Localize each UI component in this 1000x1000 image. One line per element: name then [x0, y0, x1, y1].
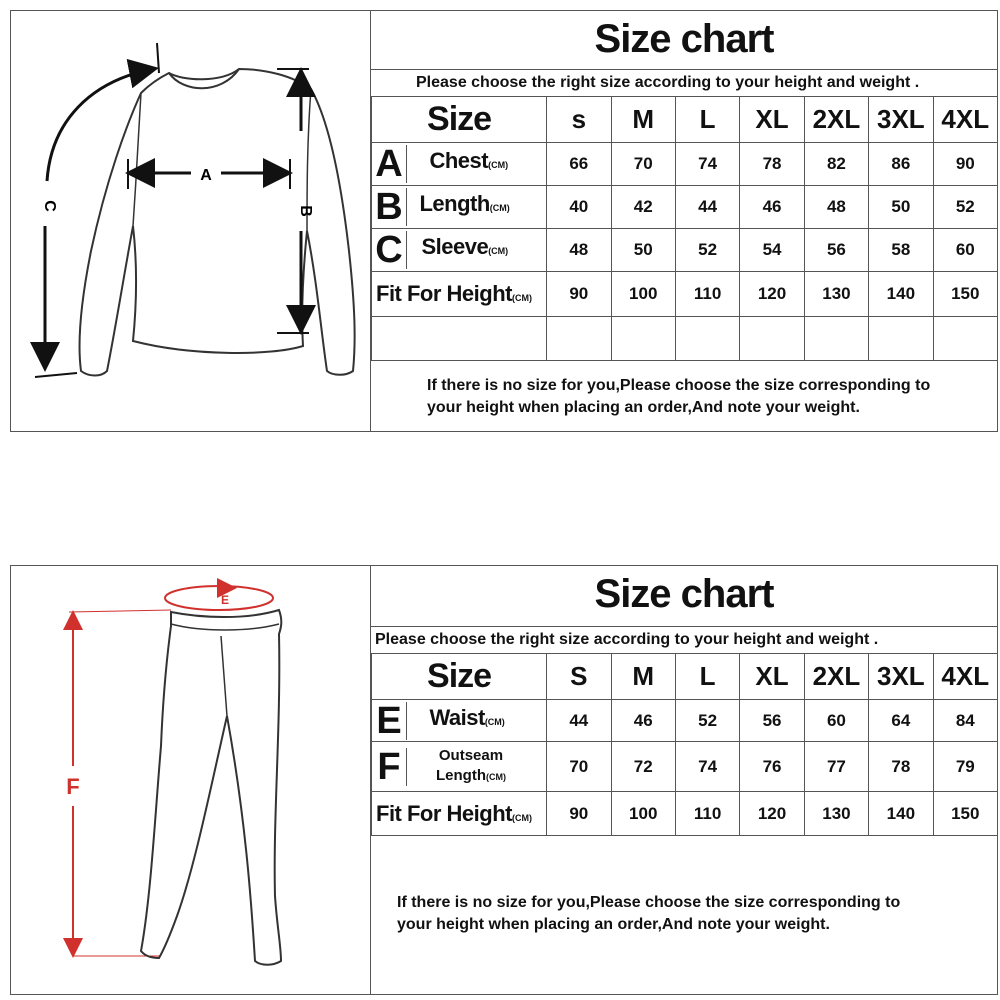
shirt-outline: [79, 69, 354, 376]
table-cell: 79: [933, 742, 997, 792]
size-col-header: L: [675, 97, 739, 143]
row-name: Fit For Height: [376, 800, 512, 826]
size-header-row: [372, 97, 998, 143]
waistband-line: [171, 624, 279, 630]
row-label-chest: [372, 143, 547, 186]
shirt-size-chart: [371, 11, 997, 431]
shirt-raglan-left: [133, 93, 141, 226]
table-row-empty: [372, 317, 998, 361]
note-line: your height when placing an order,And note your weight.: [397, 916, 830, 933]
pants-seam: [221, 636, 227, 716]
row-label-sleeve: [372, 229, 547, 272]
table-cell: 140: [869, 272, 933, 317]
table-cell: 52: [675, 700, 739, 742]
table-cell: 84: [933, 700, 997, 742]
row-label-outseam: [372, 742, 547, 792]
row-letter: A: [372, 145, 407, 183]
size-header-label: Size: [372, 654, 547, 700]
row-label-waist: [372, 700, 547, 742]
shirt-illustration: [11, 11, 371, 431]
table-cell: 110: [675, 272, 739, 317]
table-cell: 50: [869, 186, 933, 229]
table-row: [372, 700, 998, 742]
table-row: [372, 186, 998, 229]
table-cell: 150: [933, 272, 997, 317]
waist-measure-ellipse: [165, 586, 273, 610]
table-cell: 130: [804, 272, 868, 317]
note-line: If there is no size for you,Please choose the size corresponding to: [397, 894, 901, 911]
row-unit: (CM): [489, 203, 510, 214]
table-cell: 110: [675, 792, 739, 836]
table-cell: 54: [740, 229, 804, 272]
table-cell: 58: [869, 229, 933, 272]
size-col-header: S: [547, 654, 611, 700]
chart-title: Size chart: [594, 17, 774, 61]
table-cell: 130: [804, 792, 868, 836]
table-cell: 50: [611, 229, 675, 272]
table-cell: 66: [547, 143, 611, 186]
pants-size-table: [371, 653, 998, 836]
note-line: If there is no size for you,Please choose the size corresponding to: [427, 377, 931, 394]
table-cell: 72: [611, 742, 675, 792]
row-letter: E: [372, 702, 407, 740]
row-name: Chest: [429, 148, 489, 174]
size-col-header: s: [547, 97, 611, 143]
table-cell: 100: [611, 792, 675, 836]
table-cell: 60: [804, 700, 868, 742]
row-letter: F: [372, 748, 407, 786]
size-col-header: M: [611, 654, 675, 700]
row-label-length: [372, 186, 547, 229]
row-label-height: [372, 272, 547, 317]
measure-c-label: C: [41, 200, 58, 212]
table-cell: 78: [740, 143, 804, 186]
measure-e-label: E: [220, 593, 230, 607]
shirt-size-table: [371, 96, 998, 361]
table-cell: 70: [547, 742, 611, 792]
table-cell: 90: [933, 143, 997, 186]
table-cell: 78: [869, 742, 933, 792]
chart-title: Size chart: [594, 572, 774, 616]
table-cell: 100: [611, 272, 675, 317]
size-note: [397, 892, 900, 936]
size-col-header: 4XL: [933, 97, 997, 143]
table-cell: 40: [547, 186, 611, 229]
size-col-header: L: [675, 654, 739, 700]
table-cell: 44: [675, 186, 739, 229]
chart-subtitle: Please choose the right size according to your height and weight .: [371, 69, 997, 97]
row-unit: (CM): [484, 716, 505, 727]
row-unit: (CM): [486, 772, 506, 782]
table-cell: 90: [547, 272, 611, 317]
pants-outline: [141, 610, 281, 965]
table-cell: 120: [740, 272, 804, 317]
table-cell: 42: [611, 186, 675, 229]
row-letter: B: [372, 188, 407, 226]
size-col-header: 4XL: [933, 654, 997, 700]
row-name: Fit For Height: [376, 281, 512, 306]
size-header-label: Size: [372, 97, 547, 143]
table-cell: 120: [740, 792, 804, 836]
table-row: [372, 272, 998, 317]
row-unit: (CM): [488, 246, 509, 257]
table-cell: 77: [804, 742, 868, 792]
size-col-header: XL: [740, 97, 804, 143]
row-unit: (CM): [511, 812, 532, 823]
row-name: Waist: [429, 704, 485, 730]
size-col-header: 3XL: [869, 654, 933, 700]
row-label-height: [372, 792, 547, 836]
shirt-size-panel: [10, 10, 998, 432]
row-unit: (CM): [511, 293, 532, 303]
row-name: Length: [419, 191, 490, 217]
table-cell: 70: [611, 143, 675, 186]
pants-illustration: [11, 566, 371, 994]
table-cell: 64: [869, 700, 933, 742]
table-row: [372, 143, 998, 186]
size-col-header: 3XL: [869, 97, 933, 143]
size-col-header: M: [611, 97, 675, 143]
table-cell: 74: [675, 143, 739, 186]
measure-f-label: F: [66, 774, 80, 799]
chart-subtitle: Please choose the right size according to your height and weight .: [371, 626, 997, 654]
table-cell: 90: [547, 792, 611, 836]
measure-a-label: A: [200, 167, 212, 184]
table-cell: 48: [547, 229, 611, 272]
table-cell: 82: [804, 143, 868, 186]
table-row: [372, 792, 998, 836]
table-cell: 48: [804, 186, 868, 229]
row-unit: (CM): [488, 160, 509, 171]
table-cell: 150: [933, 792, 997, 836]
size-header-row: [372, 654, 998, 700]
table-cell: 56: [740, 700, 804, 742]
table-cell: 46: [740, 186, 804, 229]
table-cell: 46: [611, 700, 675, 742]
size-col-header: 2XL: [804, 654, 868, 700]
note-line: your height when placing an order,And note your weight.: [427, 399, 860, 416]
row-name: Sleeve: [421, 234, 489, 260]
table-cell: 86: [869, 143, 933, 186]
table-cell: 52: [933, 186, 997, 229]
table-cell: 140: [869, 792, 933, 836]
row-name: Outseam: [438, 747, 504, 764]
row-letter: C: [372, 231, 407, 269]
table-cell: 44: [547, 700, 611, 742]
table-cell: 56: [804, 229, 868, 272]
table-row: [372, 229, 998, 272]
pants-size-panel: [10, 565, 998, 995]
table-cell: 60: [933, 229, 997, 272]
row-name-line2: Length: [436, 767, 486, 784]
pants-diagram: [11, 566, 369, 994]
table-cell: 74: [675, 742, 739, 792]
table-cell: 76: [740, 742, 804, 792]
size-col-header: XL: [740, 654, 804, 700]
table-row: [372, 742, 998, 792]
size-note: [427, 375, 930, 419]
table-cell: 52: [675, 229, 739, 272]
shirt-diagram: [11, 11, 369, 431]
measure-b-label: B: [297, 205, 314, 217]
pants-size-chart: [371, 566, 997, 994]
size-col-header: 2XL: [804, 97, 868, 143]
